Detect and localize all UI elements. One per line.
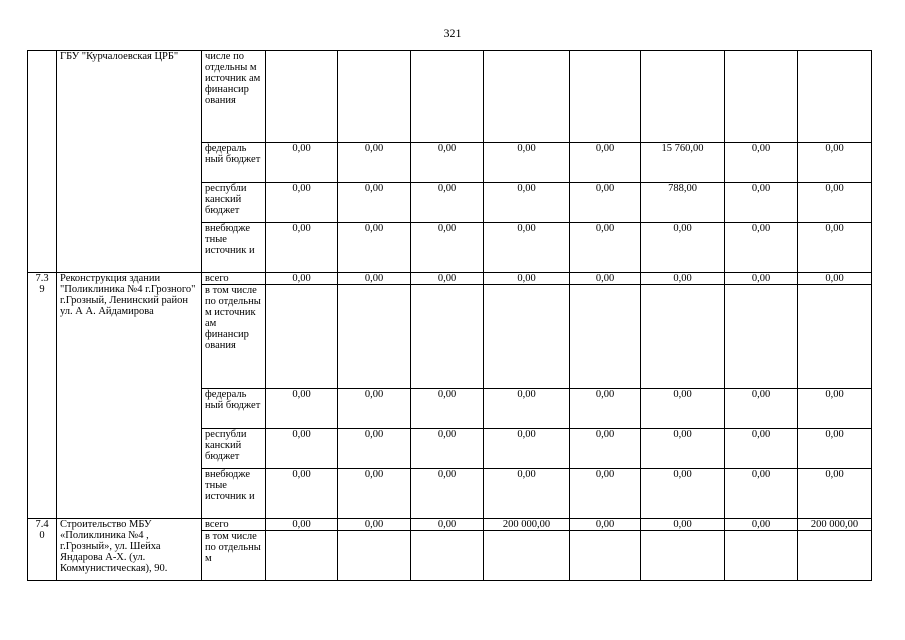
value-cell: 0,00 xyxy=(570,273,641,285)
value-cell: 0,00 xyxy=(411,223,484,273)
item-code: 7.4 0 xyxy=(28,519,57,581)
table-body xyxy=(28,51,872,581)
value-cell: 0,00 xyxy=(484,389,570,429)
table-row xyxy=(28,273,872,285)
value-cell: 0,00 xyxy=(411,273,484,285)
value-cell: 0,00 xyxy=(725,469,798,519)
funding-source-cell: республи канский бюджет xyxy=(202,183,266,223)
item-code: 7.3 9 xyxy=(28,273,57,519)
value-cell xyxy=(484,531,570,581)
value-cell: 0,00 xyxy=(798,273,872,285)
value-cell: 0,00 xyxy=(725,223,798,273)
funding-source-cell: числе по отдельны м источник ам финансир ования xyxy=(202,51,266,143)
value-cell xyxy=(266,51,338,143)
item-code xyxy=(28,51,57,273)
value-cell: 0,00 xyxy=(641,469,725,519)
value-cell: 200 000,00 xyxy=(484,519,570,531)
funding-source-cell: внебюдже тные источник и xyxy=(202,223,266,273)
funding-source-cell: в том числе по отдельны м xyxy=(202,531,266,581)
value-cell: 0,00 xyxy=(798,389,872,429)
value-cell xyxy=(641,285,725,389)
value-cell: 0,00 xyxy=(725,273,798,285)
value-cell: 0,00 xyxy=(266,273,338,285)
value-cell: 0,00 xyxy=(411,183,484,223)
value-cell: 0,00 xyxy=(725,429,798,469)
value-cell xyxy=(484,285,570,389)
value-cell: 0,00 xyxy=(411,469,484,519)
value-cell xyxy=(266,531,338,581)
value-cell: 0,00 xyxy=(570,183,641,223)
value-cell: 0,00 xyxy=(338,273,411,285)
value-cell: 788,00 xyxy=(641,183,725,223)
item-name: Реконструкция здании "Поликлиника №4 г.Грозного" г.Грозный, Ленинский район ул. А А. Айдамирова xyxy=(57,273,202,519)
value-cell: 0,00 xyxy=(798,223,872,273)
value-cell xyxy=(338,531,411,581)
value-cell xyxy=(570,531,641,581)
value-cell: 0,00 xyxy=(484,143,570,183)
value-cell xyxy=(411,51,484,143)
value-cell: 0,00 xyxy=(641,519,725,531)
value-cell: 0,00 xyxy=(338,519,411,531)
value-cell: 0,00 xyxy=(641,429,725,469)
page-number: 321 xyxy=(443,26,462,40)
value-cell: 0,00 xyxy=(798,429,872,469)
value-cell xyxy=(725,51,798,143)
value-cell xyxy=(641,531,725,581)
value-cell xyxy=(338,285,411,389)
value-cell xyxy=(411,531,484,581)
funding-source-cell: республи канский бюджет xyxy=(202,429,266,469)
value-cell: 0,00 xyxy=(411,389,484,429)
funding-source-cell: внебюдже тные источник и xyxy=(202,469,266,519)
value-cell: 0,00 xyxy=(641,223,725,273)
value-cell: 0,00 xyxy=(266,183,338,223)
value-cell: 0,00 xyxy=(641,273,725,285)
value-cell: 0,00 xyxy=(266,143,338,183)
value-cell: 0,00 xyxy=(570,429,641,469)
funding-source-cell: в том числе по отдельны м источник ам финансир ования xyxy=(202,285,266,389)
value-cell: 0,00 xyxy=(798,183,872,223)
value-cell xyxy=(484,51,570,143)
value-cell: 0,00 xyxy=(484,469,570,519)
value-cell xyxy=(266,285,338,389)
value-cell: 0,00 xyxy=(570,389,641,429)
value-cell xyxy=(798,285,872,389)
value-cell: 0,00 xyxy=(798,469,872,519)
value-cell xyxy=(338,51,411,143)
value-cell: 0,00 xyxy=(725,519,798,531)
value-cell: 0,00 xyxy=(338,469,411,519)
value-cell: 0,00 xyxy=(570,519,641,531)
budget-table xyxy=(27,50,872,581)
funding-source-cell: федераль ный бюджет xyxy=(202,389,266,429)
value-cell xyxy=(641,51,725,143)
value-cell: 0,00 xyxy=(266,519,338,531)
value-cell: 0,00 xyxy=(570,223,641,273)
value-cell: 0,00 xyxy=(411,519,484,531)
table-row xyxy=(28,51,872,143)
value-cell: 0,00 xyxy=(266,223,338,273)
value-cell: 0,00 xyxy=(411,429,484,469)
value-cell: 0,00 xyxy=(798,143,872,183)
value-cell: 0,00 xyxy=(266,389,338,429)
funding-source-cell: федераль ный бюджет xyxy=(202,143,266,183)
value-cell: 0,00 xyxy=(484,183,570,223)
item-name: Строительство МБУ «Поликлиника №4 , г.Грозный», ул. Шейха Яндарова А-Х. (ул. Коммунистическая), 90. xyxy=(57,519,202,581)
funding-source-cell: всего xyxy=(202,519,266,531)
value-cell xyxy=(570,285,641,389)
value-cell xyxy=(725,531,798,581)
value-cell: 0,00 xyxy=(725,143,798,183)
value-cell: 0,00 xyxy=(266,469,338,519)
value-cell: 0,00 xyxy=(338,143,411,183)
value-cell: 0,00 xyxy=(641,389,725,429)
value-cell xyxy=(798,51,872,143)
value-cell: 0,00 xyxy=(725,389,798,429)
value-cell: 0,00 xyxy=(570,469,641,519)
value-cell: 0,00 xyxy=(725,183,798,223)
value-cell: 0,00 xyxy=(484,223,570,273)
value-cell xyxy=(798,531,872,581)
value-cell xyxy=(725,285,798,389)
value-cell: 0,00 xyxy=(266,429,338,469)
table-row xyxy=(28,519,872,531)
value-cell: 200 000,00 xyxy=(798,519,872,531)
value-cell: 0,00 xyxy=(338,183,411,223)
value-cell xyxy=(570,51,641,143)
value-cell: 0,00 xyxy=(338,389,411,429)
item-name: ГБУ "Курчалоевская ЦРБ" xyxy=(57,51,202,273)
value-cell: 0,00 xyxy=(484,273,570,285)
funding-source-cell: всего xyxy=(202,273,266,285)
value-cell: 0,00 xyxy=(338,429,411,469)
value-cell: 0,00 xyxy=(411,143,484,183)
value-cell: 15 760,00 xyxy=(641,143,725,183)
value-cell: 0,00 xyxy=(338,223,411,273)
value-cell: 0,00 xyxy=(484,429,570,469)
value-cell xyxy=(411,285,484,389)
value-cell: 0,00 xyxy=(570,143,641,183)
